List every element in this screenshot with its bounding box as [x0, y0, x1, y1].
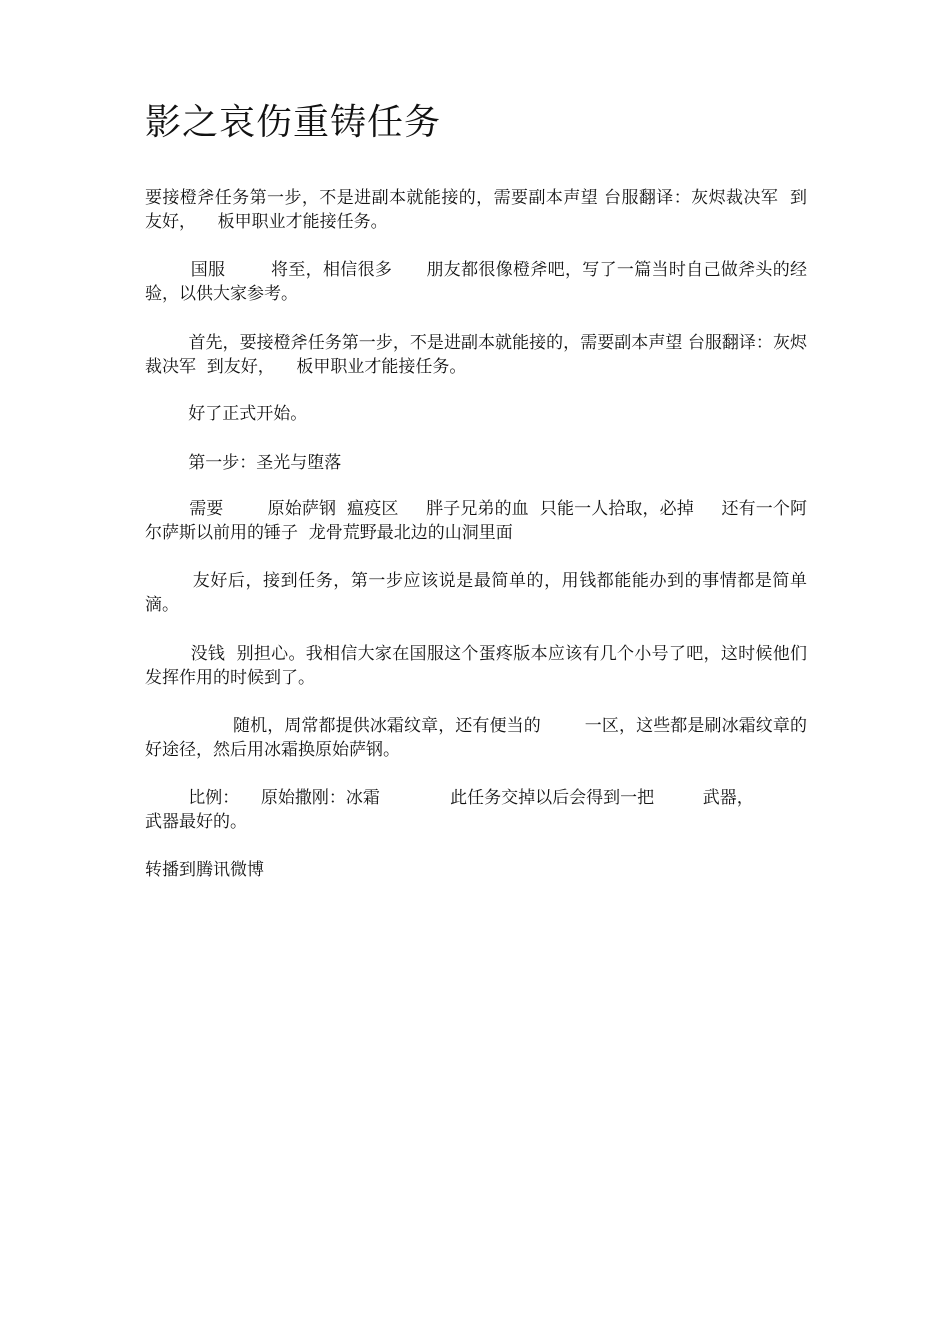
- paragraph-random: 随机，周常都提供冰霜纹章，还有便当的 一区，这些都是刷冰霜纹章的好途径，然后用冰霜换原始萨钢。: [145, 716, 807, 760]
- paragraph-no-money: 没钱 别担心。我相信大家在国服这个蛋疼版本应该有几个小号了吧，这时候他们发挥作用的时候到了。: [145, 644, 807, 688]
- paragraph-intro: 国服 将至，相信很多 朋友都很像橙斧吧，写了一篇当时自己做斧头的经验，以供大家参考。: [145, 260, 808, 304]
- share-link[interactable]: 转播到腾讯微博: [145, 860, 264, 880]
- paragraph-step-one: 第一步：圣光与堕落: [145, 453, 342, 473]
- paragraph-friendly: 友好后，接到任务，第一步应该说是最简单的，用钱都能能办到的事情都是简单滴。: [145, 571, 808, 615]
- paragraph-ratio: 比例： 原始撒刚：冰霜 此任务交掉以后会得到一把 武器， 武器最好的。: [145, 788, 754, 832]
- paragraph-requirement: 要接橙斧任务第一步，不是进副本就能接的，需要副本声望 台服翻译：灰烬裁决军 到友好， 板甲职业才能接任务。: [145, 188, 807, 232]
- paragraph-needs: 需要 原始萨钢 瘟疫区 胖子兄弟的血 只能一人拾取，必掉 还有一个阿尔萨斯以前用的锤子 龙骨荒野最北边的山洞里面: [145, 499, 807, 543]
- paragraph-start: 好了正式开始。: [145, 404, 308, 424]
- document-title: 影之哀伤重铸任务: [145, 102, 442, 143]
- paragraph-first: 首先，要接橙斧任务第一步，不是进副本就能接的，需要副本声望 台服翻译：灰烬裁决军 到友好， 板甲职业才能接任务。: [145, 333, 807, 377]
